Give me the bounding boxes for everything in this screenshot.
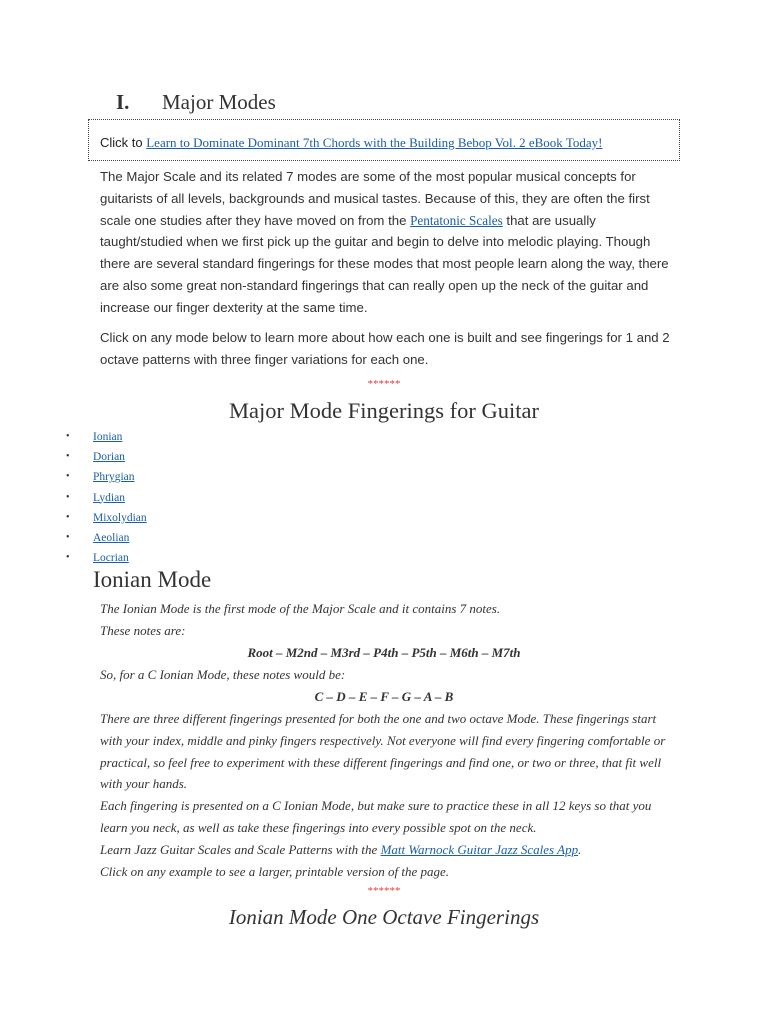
separator-stars: ******: [367, 378, 401, 390]
fingerings-paragraph: There are three different fingerings presented for both the one and two octave Mode. These fingerings start with your index, middle and pinky fingers respectively. Not everyone will find every fingering comfortable or practical, so feel free to experiment with these different fingerings and find one, or two or three, that fit well with your hands.: [100, 711, 666, 792]
bullet-icon: •: [66, 491, 70, 503]
promo-ebook-link[interactable]: Learn to Dominate Dominant 7th Chords with the Building Bebop Vol. 2 eBook Today!: [146, 135, 603, 150]
section-title: Major Modes: [162, 90, 276, 114]
intro-text-after: that are usually taught/studied when we first pick up the guitar and begin to delve into melodic playing. Though there are several standard fingerings for these modes that most people learn along the way, there are also some great non-standard fingerings that can really open up the neck of the guitar and increase our finger dexterity at the same time.: [100, 212, 669, 315]
ionian-mode-heading: Ionian Mode: [93, 567, 212, 592]
bullet-icon: •: [66, 511, 70, 523]
learn-suffix: .: [578, 842, 582, 857]
practice-paragraph: Each fingering is presented on a C Ionian Mode, but make sure to practice these in all 12 keys so that you learn you neck, as well as take these fingerings into every possible spot on the neck.: [100, 798, 652, 835]
mode-link-aeolian[interactable]: Aeolian: [93, 531, 130, 544]
jazz-scales-app-link[interactable]: Matt Warnock Guitar Jazz Scales App: [380, 842, 579, 857]
bullet-icon: •: [66, 471, 70, 483]
bullet-icon: •: [66, 531, 70, 543]
click-example-line: Click on any example to see a larger, printable version of the page.: [100, 864, 450, 879]
mode-link-ionian[interactable]: Ionian: [93, 431, 123, 443]
promo-prefix: Click to: [100, 135, 147, 150]
click-mode-paragraph: Click on any mode below to learn more about how each one is built and see fingerings for 1 and 2 octave patterns with three finger variations for each one.: [100, 330, 670, 367]
ionian-notes-label: These notes are:: [100, 623, 186, 638]
c-ionian-notes: C – D – E – F – G – A – B: [314, 689, 454, 704]
one-octave-title: Ionian Mode One Octave Fingerings: [228, 905, 540, 929]
mode-link-lydian[interactable]: Lydian: [93, 491, 125, 504]
mode-link-dorian[interactable]: Dorian: [93, 451, 125, 464]
intro-paragraph: [100, 166, 670, 319]
bullet-icon: •: [66, 431, 70, 442]
ionian-intro-line: The Ionian Mode is the first mode of the Major Scale and it contains 7 notes.: [100, 601, 501, 616]
c-ionian-label: So, for a C Ionian Mode, these notes would be:: [100, 667, 346, 682]
bullet-icon: •: [66, 552, 70, 564]
learn-prefix: Learn Jazz Guitar Scales and Scale Patterns with the: [100, 842, 381, 857]
mode-link-phrygian[interactable]: Phrygian: [93, 471, 135, 484]
pentatonic-scales-link[interactable]: Pentatonic Scales: [410, 212, 503, 228]
intro-text-before: The Major Scale and its related 7 modes are some of the most popular musical concepts for guitarists of all levels, backgrounds and musical tastes. Because of this, they are often the first scale one studies after they have moved on from the: [100, 169, 650, 228]
learn-app-line: [100, 839, 670, 861]
bullet-icon: •: [66, 451, 70, 463]
separator-stars: ******: [367, 885, 401, 897]
promo-box: [88, 119, 680, 161]
fingerings-title: Major Mode Fingerings for Guitar: [229, 398, 539, 423]
interval-formula: Root – M2nd – M3rd – P4th – P5th – M6th – M7th: [247, 645, 521, 660]
mode-link-mixolydian[interactable]: Mixolydian: [93, 511, 147, 524]
mode-link-locrian[interactable]: Locrian: [93, 552, 129, 565]
section-number: I.: [116, 90, 130, 114]
